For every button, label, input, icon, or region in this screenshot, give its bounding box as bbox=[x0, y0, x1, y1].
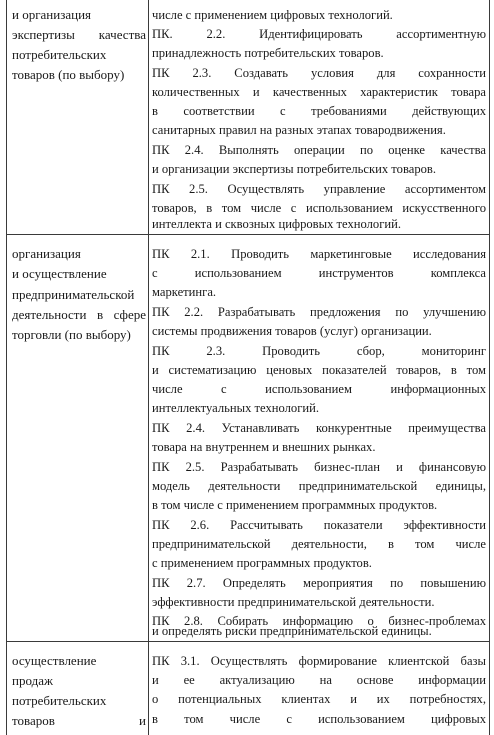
row-divider-2 bbox=[6, 641, 490, 642]
row-2-activity-line: и осуществление bbox=[12, 266, 107, 281]
row-1-competency-line: товаров, в том числе с использованием искусственного bbox=[152, 201, 486, 215]
row-2-competency-line: маркетинга. bbox=[152, 285, 217, 299]
row-2-competency-line: системы продвижения товаров (услуг) организации. bbox=[152, 324, 432, 338]
row-2-competency-line: интеллектуальных технологий. bbox=[152, 401, 319, 415]
table-border-left bbox=[6, 0, 7, 735]
row-1-competency-line: принадлежность потребительских товаров. bbox=[152, 46, 384, 60]
table-border-right bbox=[489, 0, 490, 735]
row-2-activity-line: организация bbox=[12, 246, 81, 261]
row-3-competency-line: в том числе с использованием цифровых bbox=[152, 712, 486, 726]
row-2-competency-line: с использованием инструментов комплекса bbox=[152, 266, 486, 280]
row-2-competency-line: с применением программных продуктов. bbox=[152, 556, 372, 570]
row-1-activity-line: и организация bbox=[12, 7, 92, 22]
row-2-competency-line: ПК 2.1. Проводить маркетинговые исследования bbox=[152, 247, 486, 261]
row-1-competency-line: количественных и качественных характеристик товара bbox=[152, 85, 486, 99]
row-1-competency-line: ПК 2.5. Осуществлять управление ассортиментом bbox=[152, 182, 486, 196]
row-3-activity-line: потребительских bbox=[12, 693, 107, 708]
row-3-activity-line: продаж bbox=[12, 673, 53, 688]
row-3-competency-line: о потенциальных клиентах и их потребностях, bbox=[152, 692, 486, 706]
row-1-activity-line: потребительских bbox=[12, 47, 107, 62]
row-3-activity-line-tail: и bbox=[139, 713, 146, 728]
row-2-competency-line: модель деятельности предпринимательской единицы, bbox=[152, 479, 486, 493]
row-2-competency-line: и систематизацию ценовых показателей товаров, в том bbox=[152, 363, 486, 377]
row-2-competency-line: и определять риски предпринимательской единицы. bbox=[152, 624, 432, 638]
row-2-competency-line: ПК 2.2. Разрабатывать предложения по улучшению bbox=[152, 305, 486, 319]
row-1-competency-line: интеллекта и сквозных цифровых технологий. bbox=[152, 217, 402, 231]
row-2-activity-line: торговли (по выбору) bbox=[12, 327, 131, 342]
row-1-competency-line: числе с применением цифровых технологий. bbox=[152, 8, 393, 22]
row-3-competency-line: и ее актуализацию на основе информации bbox=[152, 673, 486, 687]
row-1-competency-line: в соответствии с требованиями действующих bbox=[152, 104, 486, 118]
row-3-activity-line: осуществление bbox=[12, 653, 97, 668]
row-1-competency-line: и организации экспертизы потребительских товаров. bbox=[152, 162, 437, 176]
row-2-competency-line: ПК 2.4. Устанавливать конкурентные преимущества bbox=[152, 421, 486, 435]
row-2-competency-line: числе с использованием информационных bbox=[152, 382, 486, 396]
row-2-competency-line: товара на внутреннем и внешних рынках. bbox=[152, 440, 376, 454]
row-1-activity-line: товаров (по выбору) bbox=[12, 67, 125, 82]
row-1-competency-line: ПК 2.4. Выполнять операции по оценке качества bbox=[152, 143, 486, 157]
row-2-competency-line: ПК 2.8. Собирать информацию о бизнес-проблемах bbox=[152, 614, 486, 628]
row-2-competency-line: ПК 2.7. Определять мероприятия по повышению bbox=[152, 576, 486, 590]
row-3-activity-line: товаров bbox=[12, 713, 55, 728]
row-2-competency-line: ПК 2.6. Рассчитывать показатели эффективности bbox=[152, 518, 486, 532]
row-2-competency-line: эффективности предпринимательской деятельности. bbox=[152, 595, 435, 609]
row-2-competency-line: в том числе с применением программных продуктов. bbox=[152, 498, 438, 512]
row-1-competency-line: санитарных правил на разных этапах товародвижения. bbox=[152, 123, 446, 137]
row-1-competency-line: ПК 2.3. Создавать условия для сохранности bbox=[152, 66, 486, 80]
row-2-competency-line: ПК 2.3. Проводить сбор, мониторинг bbox=[152, 344, 486, 358]
row-1-activity-line: экспертизы качества bbox=[12, 27, 146, 42]
row-1-competency-line: ПК. 2.2. Идентифицировать ассортиментную bbox=[152, 27, 486, 41]
row-3-competency-line: ПК 3.1. Осуществлять формирование клиентской базы bbox=[152, 654, 486, 668]
row-2-competency-line: ПК 2.5. Разрабатывать бизнес-план и финансовую bbox=[152, 460, 486, 474]
row-2-activity-line: деятельности в сфере bbox=[12, 307, 146, 322]
table-column-divider bbox=[148, 0, 149, 735]
row-2-competency-line: предпринимательской деятельности, в том числе bbox=[152, 537, 486, 551]
row-divider-1 bbox=[6, 234, 490, 235]
row-2-activity-line: предпринимательской bbox=[12, 287, 135, 302]
